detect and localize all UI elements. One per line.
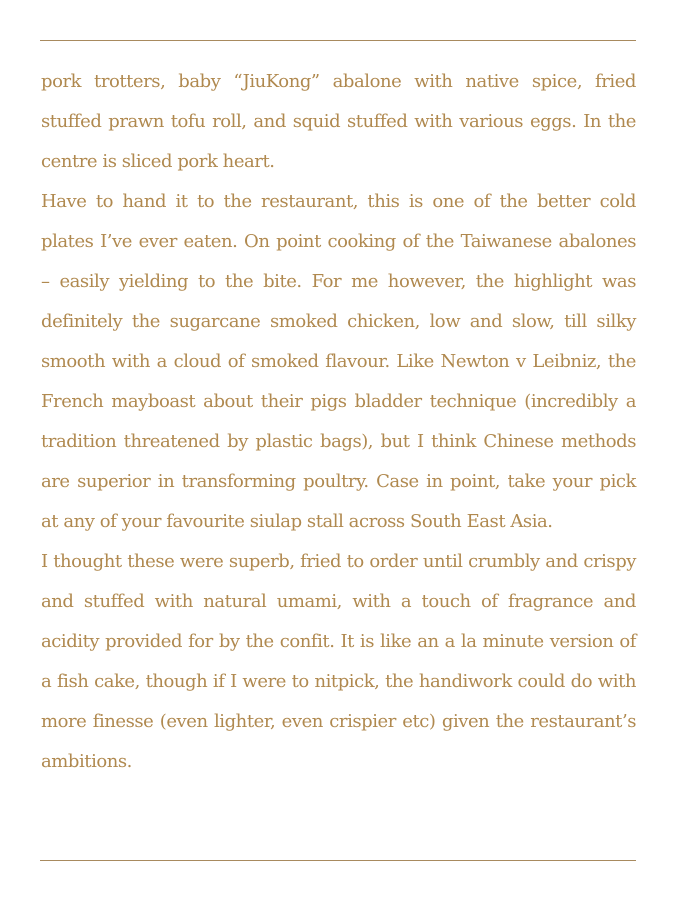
paragraph-1: pork trotters, baby “JiuKong” abalone with native spice, fried stuffed prawn tofu roll, and squid stuffed with various eggs. In the centre is sliced pork heart.	[41, 71, 636, 172]
paragraph-3: I thought these were superb, fried to order until crumbly and crispy and stuffed with natural umami, with a touch of fragrance and acidity provided for by the confit. It is like an a la minute version of a fish cake, though if I were to nitpick, the handiwork could do with more finesse (even lighter, even crispier etc) given the restaurant’s ambitions.	[41, 551, 636, 772]
article-body	[41, 62, 636, 782]
top-divider	[40, 40, 636, 41]
paragraph-2: Have to hand it to the restaurant, this is one of the better cold plates I’ve ever eaten. On point cooking of the Taiwanese abalones – easily yielding to the bite. For me however, the highlight was definitely the sugarcane smoked chicken, low and slow, till silky smooth with a cloud of smoked flavour. Like Newton v Leibniz, the French mayboast about their pigs bladder technique (incredibly a tradition threatened by plastic bags), but I think Chinese methods are superior in transforming poultry. Case in point, take your pick at any of your favourite siulap stall across South East Asia.	[41, 191, 636, 532]
bottom-divider	[40, 860, 636, 861]
